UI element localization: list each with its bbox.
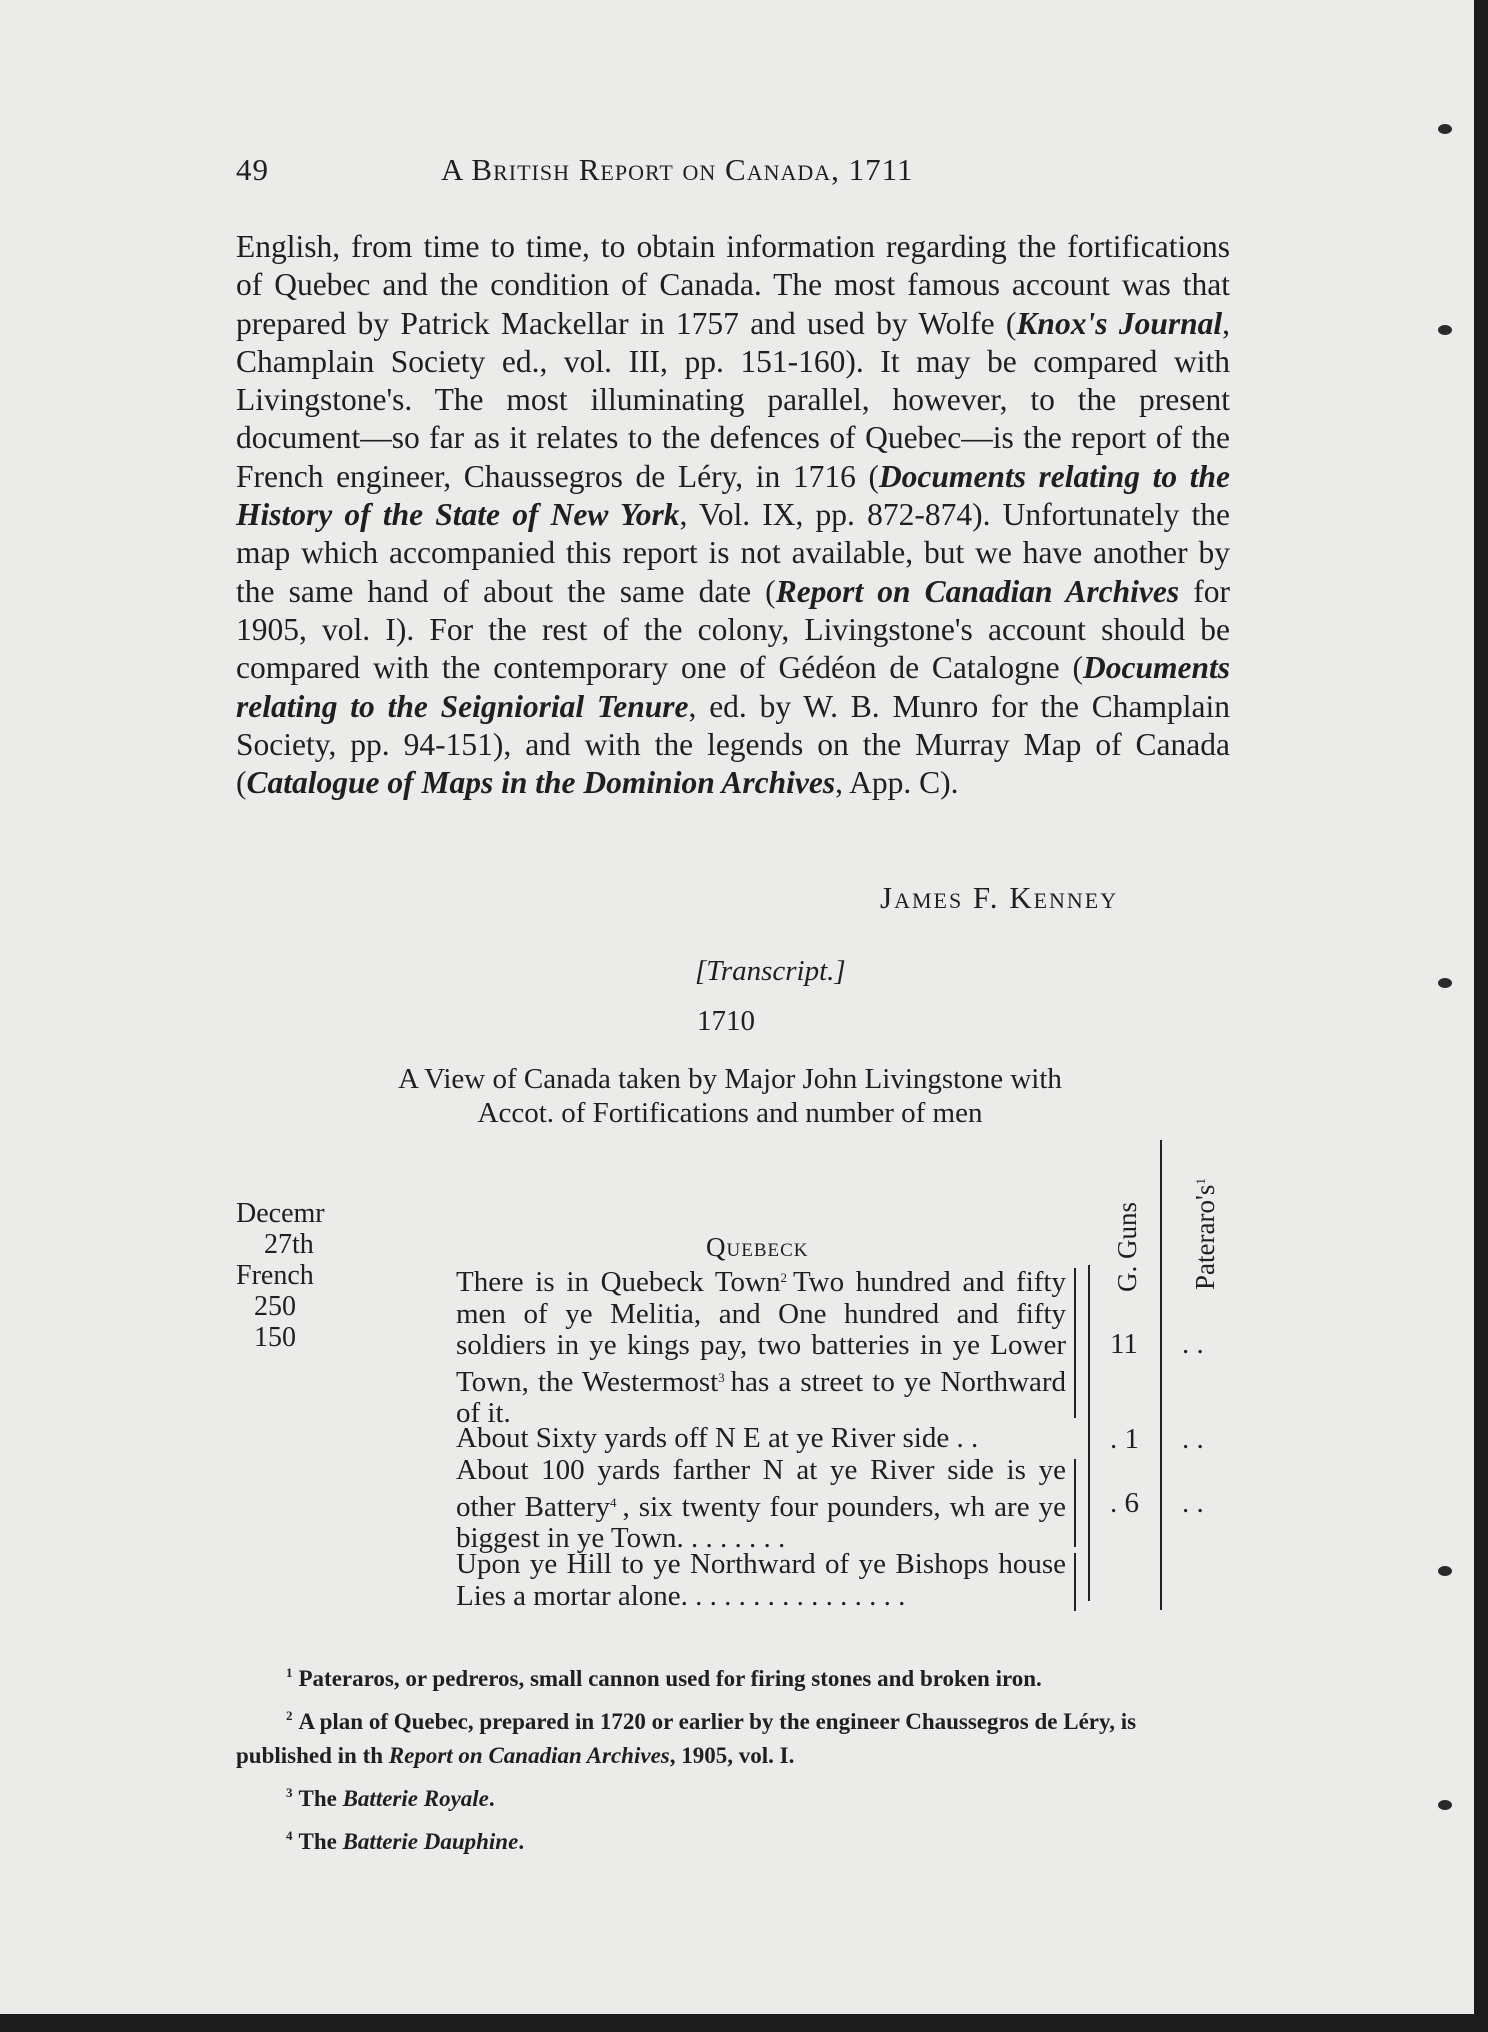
intro-paragraph <box>236 228 1230 802</box>
footnote: $^3$ The Batterie Royale. <box>286 1785 495 1811</box>
footnotes <box>236 1656 1230 1862</box>
footnote-marker: 2 <box>780 1270 787 1285</box>
binding-hole-mark <box>1438 124 1452 134</box>
footnote: $^2$ A plan of Quebec, prepared in 1720 or earlier by the engineer Chaussegros de Léry, is published in th Report on Canadian Archives, 1905, vol. I. <box>236 1708 1137 1768</box>
table-heading: Quebeck <box>706 1232 809 1262</box>
document-year: 1710 <box>697 1005 755 1037</box>
margin-note-day: 27th <box>264 1229 314 1260</box>
author-signature: James F. Kenney <box>880 880 1119 915</box>
binding-hole-mark <box>1438 325 1452 335</box>
table-row: There is in Quebeck Town$^2$ Two hundred and fifty men of ye Melitia, and One hundred and fifty soldiers in ye kings pay, two batteries in ye Lower Town, the Westermost$^3$ has a street to ye Northward of it. <box>456 1266 1067 1429</box>
intro-text: , Champlain Society ed., vol. III, pp. 151-160). It may be compared with Livingstone's. The most illuminating parallel, however, to the present document—so far as it relates to the defences of Quebec—is the report of the French engineer, Chaussegros de Léry, in 1716 ( <box>236 305 1230 494</box>
page-number: 49 <box>236 152 269 187</box>
row-brace <box>1068 1553 1076 1611</box>
footnote-marker: 4 <box>610 1494 617 1510</box>
guns-cell: . 6 <box>1110 1487 1139 1519</box>
intro-citation: Report on Canadian Archives <box>775 573 1180 609</box>
intro-text: , App. C). <box>835 765 959 801</box>
column-header-guns: G. Guns <box>1112 1201 1142 1292</box>
margin-notes <box>236 1198 325 1353</box>
binding-hole-mark <box>1438 1566 1452 1576</box>
footnote-marker: 1 <box>1193 1178 1208 1185</box>
binding-hole-mark <box>1438 1800 1452 1810</box>
margin-note-count: 150 <box>254 1322 296 1353</box>
intro-citation: Catalogue of Maps in the Dominion Archives <box>246 765 836 801</box>
table-row: About Sixty yards off N E at ye River side . . <box>456 1422 979 1454</box>
transcript-label: [Transcript.] <box>695 955 846 987</box>
row-brace <box>1068 1459 1076 1547</box>
binding-hole-mark <box>1438 978 1452 988</box>
intro-citation: Documents relating to the History of the State of New York <box>236 458 1230 533</box>
margin-note-count: 250 <box>254 1291 296 1322</box>
pateraros-cell: . . <box>1182 1487 1204 1519</box>
footnote-marker: 3 <box>718 1369 725 1385</box>
column-rule <box>1160 1140 1162 1610</box>
intro-text: English, from time to time, to obtain information regarding the fortifications of Quebec and the condition of Canada. The most famous account was that prepared by Patrick Mackellar in 1757 and used by Wolfe ( <box>236 229 1230 341</box>
guns-cell: . 1 <box>1110 1423 1139 1455</box>
guns-cell: 11 <box>1110 1328 1138 1360</box>
margin-note-month: Decemr <box>236 1198 325 1229</box>
intro-citation: Knox's Journal <box>1016 305 1223 341</box>
intro-text: for 1905, vol. I). For the rest of the colony, Livingstone's account should be compared with the contemporary one of Gédéon de Catalogne ( <box>236 573 1230 686</box>
column-header-pateraros: Pateraro's$^1$ <box>1190 1178 1220 1290</box>
table-row: About 100 yards farther N at ye River side is ye other Battery$^4$ , six twenty four pounders, wh are ye biggest in ye Town. . . . . . . . <box>456 1454 1066 1554</box>
footnote: $^1$ Pateraros, or pedreros, small cannon used for firing stones and broken iron. <box>286 1665 1042 1691</box>
pateraros-cell: . . <box>1182 1423 1204 1455</box>
intro-citation: Documents relating to the Seigniorial Tenure <box>236 650 1230 724</box>
footnote: $^4$ The Batterie Dauphine. <box>286 1828 525 1854</box>
document-title: A View of Canada taken by Major John Livingstone with Accot. of Fortifications and number of men <box>398 1063 1062 1129</box>
table-row: Upon ye Hill to ye Northward of ye Bishops house Lies a mortar alone. . . . . . . . . . . . . . . . <box>456 1548 1066 1612</box>
intro-text: , Vol. IX, pp. 872-874). Unfortunately the map which accompanied this report is not available, but we have another by the same hand of about the same date ( <box>236 497 1230 609</box>
margin-note-french: French <box>236 1260 314 1291</box>
row-brace <box>1068 1268 1076 1418</box>
pateraros-cell: . . <box>1182 1328 1204 1360</box>
running-title: A British Report on Canada, 1711 <box>441 152 914 187</box>
column-rule <box>1088 1265 1090 1601</box>
intro-text: , ed. by W. B. Munro for the Champlain Society, pp. 94-151), and with the legends on the Murray Map of Canada ( <box>236 688 1230 801</box>
